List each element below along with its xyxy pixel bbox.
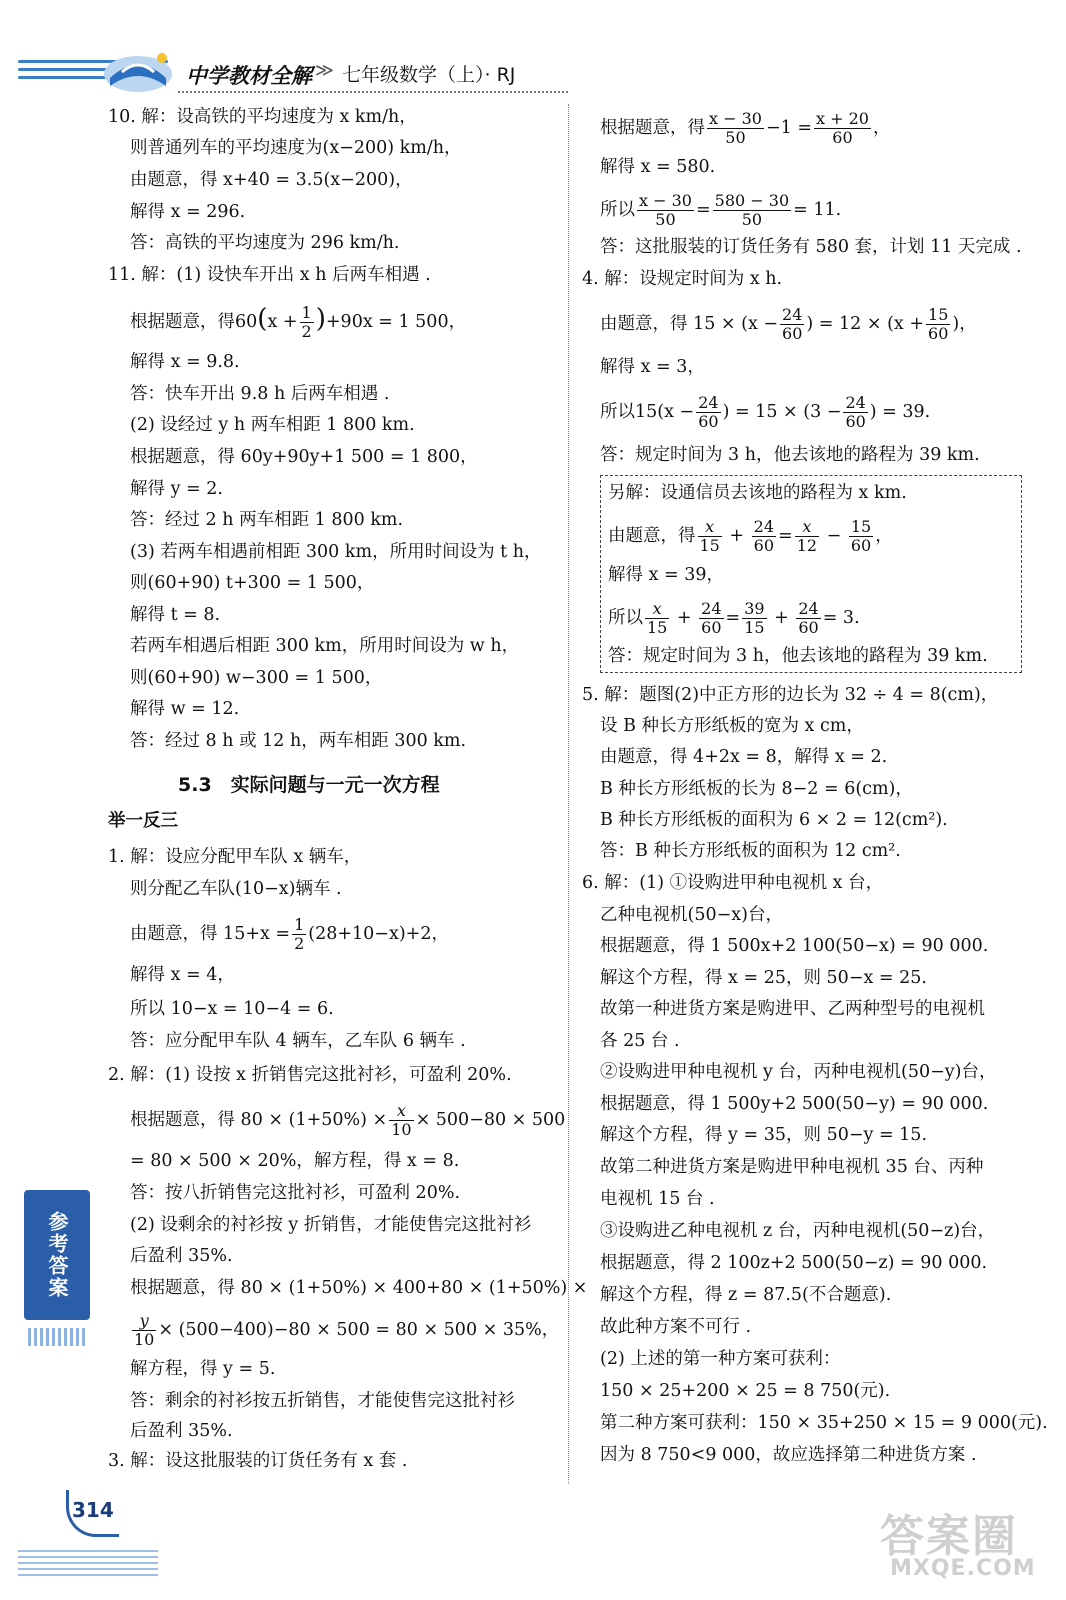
- fraction-denominator: 60: [782, 324, 803, 343]
- answer-line: 若两车相遇后相距 300 km，所用时间设为 w h，: [130, 636, 520, 656]
- answer-line: B 种长方形纸板的长为 8−2 = 6(cm)，: [600, 779, 913, 799]
- equation-text: ) = 12 × (x +: [806, 314, 925, 334]
- fraction: [645, 600, 669, 637]
- answer-line: 根据题意，得 1 500y+2 500(50−y) = 90 000.: [600, 1094, 989, 1114]
- answer-line: 设 B 种长方形纸板的宽为 x cm，: [600, 716, 864, 736]
- equation-text: 由题意，得 15 × (x −: [600, 314, 779, 334]
- equation-line: 所以 $\frac{x}{15}$ + $\frac{24}{60}$ = $\frac{39}{15}$ + $\frac{24}{60}$ = 3.: [608, 599, 860, 637]
- watermark-logo-text: 答案圈: [880, 1511, 1018, 1562]
- answer-line: 答：应分配甲车队 4 辆车，乙车队 6 辆车 .: [130, 1031, 466, 1051]
- equation-text: −1 =: [765, 118, 812, 138]
- equation-line: [130, 916, 449, 953]
- equation-text: ，: [875, 526, 893, 546]
- answer-line: ③设购进乙种电视机 z 台，丙种电视机(50−z)台，: [600, 1221, 996, 1241]
- side-tab-stripes: [28, 1328, 88, 1346]
- fraction: [132, 1312, 156, 1349]
- equation-line: [130, 1102, 565, 1139]
- answer-line: 答：经过 8 h 或 12 h，两车相距 300 km.: [130, 731, 467, 751]
- answer-line: 解得 x = 580.: [600, 157, 716, 177]
- answer-line: 解得 x = 296.: [130, 202, 246, 222]
- equation-line: [130, 1312, 559, 1349]
- answer-line: 电视机 15 台 .: [600, 1189, 715, 1209]
- answer-line: 第二种方案可获利：150 × 35+250 × 15 = 9 000(元).: [600, 1413, 1048, 1433]
- answer-line: 由题意，得 4+2x = 8，解得 x = 2.: [600, 747, 888, 767]
- answer-line: 2. 解：(1) 设按 x 折销售完这批衬衫，可盈利 20%.: [108, 1065, 512, 1085]
- fraction-numerator: 15: [850, 517, 872, 536]
- equation-text: × 500−80 × 500: [415, 1110, 566, 1130]
- fraction-numerator: 15: [928, 305, 949, 324]
- equation-text: 由题意，得: [608, 526, 696, 546]
- fraction-numerator: x + 20: [816, 109, 869, 128]
- answer-line: 因为 8 750<9 000，故应选择第二种进货方案 .: [600, 1445, 977, 1465]
- equation-text: 根据题意，得: [600, 118, 705, 138]
- answer-line: 解得 x = 39，: [608, 565, 724, 585]
- header-separator: ≫: [315, 60, 334, 81]
- fraction: [926, 306, 950, 343]
- equation-text: ，: [872, 118, 891, 138]
- equation-text: 由题意，得 15+x =: [130, 924, 291, 944]
- fraction-denominator: 60: [701, 618, 722, 637]
- fraction-numerator: y: [132, 1312, 156, 1331]
- fraction-numerator: x: [795, 518, 819, 537]
- answer-line: 解这个方程，得 x = 25，则 50−x = 25.: [600, 968, 927, 988]
- answer-line: 各 25 台 .: [600, 1031, 680, 1051]
- fraction-numerator: 24: [798, 599, 819, 618]
- answer-line: = 80 × 500 × 20%，解方程，得 x = 8.: [130, 1151, 460, 1171]
- fraction: [780, 306, 804, 343]
- equation-text: ) = 39.: [869, 402, 931, 422]
- fraction-numerator: 24: [845, 393, 866, 412]
- fraction-denominator: 60: [753, 536, 775, 555]
- fraction-numerator: 1: [301, 303, 312, 322]
- fraction-denominator: 60: [832, 128, 853, 147]
- answer-line: 答：B 种长方形纸板的面积为 12 cm².: [600, 841, 901, 861]
- equation-text: =: [695, 200, 711, 220]
- answer-line: 解这个方程，得 z = 87.5(不合题意).: [600, 1285, 892, 1305]
- answer-line: 乙种电视机(50−x)台，: [600, 905, 783, 925]
- book-title: 中学教材全解: [186, 64, 312, 88]
- fraction-denominator: 60: [850, 536, 872, 555]
- fraction-numerator: 24: [701, 599, 722, 618]
- equation-text: (28+10−x)+2，: [308, 924, 449, 944]
- answer-line: 根据题意，得 80 × (1+50%) × 400+80 × (1+50%) ×: [130, 1278, 588, 1298]
- fraction: [742, 600, 766, 637]
- fraction-denominator: 60: [845, 412, 866, 431]
- fraction-numerator: 1: [294, 915, 305, 934]
- answer-line: 解方程，得 y = 5.: [130, 1359, 276, 1379]
- answer-line: 5. 解：题图(2)中正方形的边长为 32 ÷ 4 = 8(cm)，: [582, 685, 999, 705]
- fraction: [696, 394, 720, 431]
- answer-line: 答：按八折销售完这批衬衫，可盈利 20%.: [130, 1183, 461, 1203]
- equation-line: [600, 394, 930, 431]
- equation-text: = 11.: [793, 200, 842, 220]
- answer-line: 答：经过 2 h 两车相距 1 800 km.: [130, 510, 404, 530]
- fraction: [292, 916, 306, 953]
- fraction-denominator: 10: [391, 1120, 412, 1139]
- answer-line: (2) 设经过 y h 两车相距 1 800 km.: [130, 415, 415, 435]
- answer-line: 解这个方程，得 y = 35，则 50−y = 15.: [600, 1125, 928, 1145]
- fraction-denominator: 15: [744, 618, 765, 637]
- answer-line: 故第一种进货方案是购进甲、乙两种型号的电视机: [600, 999, 985, 1019]
- answer-line: 答：规定时间为 3 h，他去该地的路程为 39 km.: [600, 445, 980, 465]
- fraction: [389, 1102, 413, 1139]
- fraction-numerator: x: [645, 600, 669, 619]
- equation-line: 由题意，得 $\frac{x}{15}$ + $\frac{24}{60}$ = $\frac{x}{12}$ − $\frac{15}{60}$ ，: [608, 517, 893, 555]
- page-header: [0, 0, 1066, 100]
- equation-text: 根据题意，得60: [130, 312, 258, 332]
- answer-line: 故第二种进货方案是购进甲种电视机 35 台、丙种: [600, 1157, 984, 1177]
- fraction: [849, 518, 873, 555]
- fraction: [796, 600, 820, 637]
- fraction-numerator: 24: [782, 305, 803, 324]
- equation-text: 所以15(x −: [600, 402, 695, 422]
- answer-line: 根据题意，得 2 100z+2 500(50−z) = 90 000.: [600, 1253, 988, 1273]
- answer-line: 解得 x = 4，: [130, 965, 235, 985]
- fraction: [300, 304, 314, 341]
- fraction-denominator: 15: [647, 618, 668, 637]
- equation-text: ) = 15 × (3 −: [722, 402, 842, 422]
- fraction-numerator: 580 − 30: [714, 191, 790, 210]
- answer-line: 11. 解：(1) 设快车开出 x h 后两车相遇 .: [108, 265, 431, 285]
- answer-line: 解得 w = 12.: [130, 699, 240, 719]
- answer-line: 答：快车开出 9.8 h 后两车相遇 .: [130, 384, 390, 404]
- fraction-denominator: 50: [741, 210, 763, 229]
- answer-line: 根据题意，得 1 500x+2 100(50−x) = 90 000.: [600, 936, 989, 956]
- fraction: [795, 518, 819, 555]
- fraction: [698, 518, 722, 555]
- fraction: [707, 110, 764, 147]
- watermark-url: MXQE.COM: [890, 1556, 1036, 1581]
- book-logo-icon: [100, 44, 180, 94]
- answer-line: 150 × 25+200 × 25 = 8 750(元).: [600, 1381, 891, 1401]
- equation-text: 所以: [600, 200, 635, 220]
- side-tab-reference-answers: 参考答案: [24, 1190, 90, 1320]
- page-number: 314: [72, 1498, 114, 1522]
- fraction: [814, 110, 871, 147]
- equation-text: × (500−400)−80 × 500 = 80 × 500 × 35%，: [158, 1320, 560, 1340]
- answer-line: 另解：设通信员去该地的路程为 x km.: [608, 483, 907, 503]
- fraction-numerator: 39: [744, 599, 765, 618]
- equation-line: [600, 192, 841, 229]
- fraction: [699, 600, 723, 637]
- fraction-denominator: 2: [294, 934, 305, 953]
- fraction: [752, 518, 776, 555]
- fraction-denominator: 50: [725, 128, 746, 147]
- fraction-denominator: 10: [134, 1330, 155, 1349]
- answer-line: 1. 解：设应分配甲车队 x 辆车，: [108, 847, 362, 867]
- answer-line: ②设购进甲种电视机 y 台，丙种电视机(50−y)台，: [600, 1062, 997, 1082]
- equation-text: = 3.: [822, 608, 860, 628]
- fraction-numerator: x − 30: [639, 191, 692, 210]
- answer-line: 4. 解：设规定时间为 x h.: [582, 269, 783, 289]
- answer-line: 后盈利 35%.: [130, 1246, 233, 1266]
- answer-line: 则(60+90) t+300 = 1 500，: [130, 573, 375, 593]
- footer-decor-stripes: [18, 1548, 158, 1576]
- equation-text: )，: [952, 314, 977, 334]
- answer-line: B 种长方形纸板的面积为 6 × 2 = 12(cm²).: [600, 810, 948, 830]
- answer-line: 由题意，得 x+40 = 3.5(x−200)，: [130, 170, 413, 190]
- answer-line: (2) 设剩余的衬衫按 y 折销售，才能使售完这批衬衫: [130, 1215, 532, 1235]
- answer-line: 10. 解：设高铁的平均速度为 x km/h，: [108, 107, 417, 127]
- fraction-denominator: 15: [699, 536, 720, 555]
- answer-line: 答：这批服装的订货任务有 580 套，计划 11 天完成 .: [600, 237, 1022, 257]
- equation-text: x +: [267, 312, 298, 332]
- fraction-numerator: x: [698, 518, 722, 537]
- answer-line: 答：剩余的衬衫按五折销售，才能使售完这批衬衫: [130, 1391, 515, 1411]
- fraction-denominator: 50: [655, 210, 676, 229]
- fraction-numerator: 24: [753, 517, 775, 536]
- fraction-denominator: 2: [301, 322, 312, 341]
- equation-line: [600, 306, 977, 343]
- equation-text: 所以: [608, 608, 643, 628]
- book-subtitle: 七年级数学（上）· RJ: [342, 64, 516, 86]
- equation-line: [600, 110, 890, 147]
- answer-line: 解得 x = 3，: [600, 357, 705, 377]
- fraction-denominator: 60: [698, 412, 719, 431]
- answer-line: 所以 10−x = 10−4 = 6.: [130, 999, 334, 1019]
- watermark: [870, 1500, 1050, 1592]
- fraction-denominator: 60: [928, 324, 949, 343]
- answer-line: 解得 y = 2.: [130, 479, 223, 499]
- subsection-heading: 举一反三: [108, 811, 178, 831]
- answer-line: 答：高铁的平均速度为 296 km/h.: [130, 233, 400, 253]
- answer-line: 故此种方案不可行 .: [600, 1317, 752, 1337]
- answer-line: 答：规定时间为 3 h，他去该地的路程为 39 km.: [608, 646, 988, 666]
- fraction: [843, 394, 867, 431]
- fraction-numerator: x − 30: [709, 109, 762, 128]
- fraction-denominator: 60: [798, 618, 819, 637]
- equation-text: 根据题意，得 80 × (1+50%) ×: [130, 1110, 388, 1130]
- equation-line: 根据题意，得60(x + $\frac{1}{2}$ )+90x = 1 500，: [130, 303, 467, 341]
- fraction-numerator: 24: [698, 393, 719, 412]
- answer-line: 根据题意，得 60y+90y+1 500 = 1 800，: [130, 447, 478, 467]
- answer-line: 解得 x = 9.8.: [130, 352, 240, 372]
- answer-line: 则普通列车的平均速度为(x−200) km/h，: [130, 138, 462, 158]
- answer-line: 则(60+90) w−300 = 1 500，: [130, 668, 383, 688]
- header-dotted-rule: [178, 91, 568, 93]
- answer-line: 后盈利 35%.: [130, 1421, 233, 1441]
- equation-text: +90x = 1 500，: [325, 312, 467, 332]
- fraction-denominator: 12: [796, 536, 818, 555]
- fraction-numerator: x: [389, 1102, 413, 1121]
- section-heading: 5.3 实际问题与一元一次方程: [178, 774, 440, 796]
- answer-line: 6. 解：(1) ①设购进甲种电视机 x 台，: [582, 873, 884, 893]
- fraction: [637, 192, 694, 229]
- answer-line: 3. 解：设这批服装的订货任务有 x 套 .: [108, 1451, 408, 1471]
- fraction: [713, 192, 791, 229]
- answer-line: 则分配乙车队(10−x)辆车 .: [130, 879, 342, 899]
- answer-line: (2) 上述的第一种方案可获利：: [600, 1349, 841, 1369]
- answer-line: 解得 t = 8.: [130, 605, 221, 625]
- answer-line: (3) 若两车相遇前相距 300 km，所用时间设为 t h，: [130, 542, 542, 562]
